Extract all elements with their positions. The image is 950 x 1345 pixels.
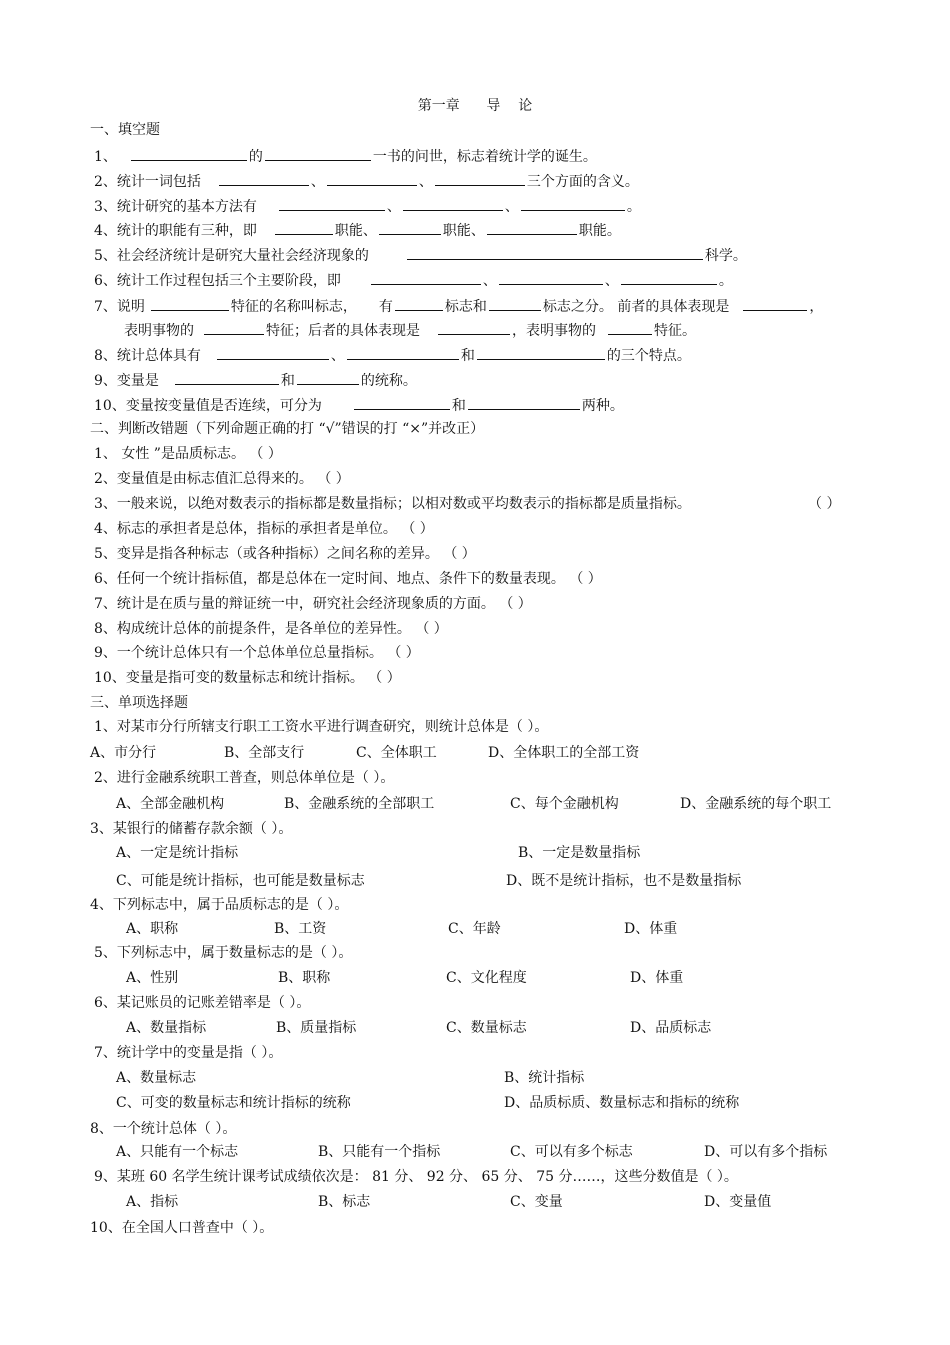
choice-option[interactable]: A、全部金融机构 bbox=[116, 796, 225, 812]
fill-question-2 bbox=[94, 171, 639, 191]
answer-blank[interactable] bbox=[219, 171, 309, 186]
question-text: 。 bbox=[718, 273, 733, 289]
question-text: 三个方面的含义。 bbox=[526, 174, 639, 190]
choice-option[interactable]: C、年龄 bbox=[448, 921, 501, 937]
question-text: 3、统计研究的基本方法有 bbox=[94, 199, 257, 215]
judge-item: 8、构成统计总体的前提条件，是各单位的差异性。 （ ） bbox=[94, 621, 448, 637]
choice-question: 1、对某市分行所辖支行职工工资水平进行调查研究，则统计总体是（ ）。 bbox=[94, 719, 549, 735]
chapter-title: 第一章 导 论 bbox=[417, 98, 533, 114]
question-text: 的统称。 bbox=[360, 373, 417, 389]
question-text: 和 bbox=[280, 373, 295, 389]
choice-question: 6、某记账员的记账差错率是（ ）。 bbox=[94, 995, 311, 1011]
choice-option[interactable]: D、品质标志 bbox=[630, 1020, 712, 1036]
question-text: 特征。 bbox=[654, 323, 696, 339]
choice-option[interactable]: A、职称 bbox=[126, 921, 179, 937]
answer-blank[interactable] bbox=[175, 370, 279, 385]
judge-item: 1、 女性 ”是品质标志。 （ ） bbox=[94, 446, 282, 462]
choice-option[interactable]: C、每个金融机构 bbox=[510, 796, 619, 812]
question-text: 9、变量是 bbox=[94, 373, 159, 389]
answer-blank[interactable] bbox=[347, 345, 459, 360]
question-text: 、 bbox=[310, 174, 325, 190]
judge-item: 3、一般来说，以绝对数表示的指标都是数量指标；以相对数或平均数表示的指标都是质量指标。 bbox=[94, 496, 691, 512]
answer-blank[interactable] bbox=[371, 270, 481, 285]
question-text: 、 bbox=[330, 348, 345, 364]
question-text: 表明事物的 bbox=[124, 323, 194, 339]
choice-question: 2、进行金融系统职工普查，则总体单位是（ ）。 bbox=[94, 770, 395, 786]
question-text: 和 bbox=[451, 398, 466, 414]
question-text: 职能、 bbox=[442, 223, 485, 239]
choice-option[interactable]: A、只能有一个标志 bbox=[116, 1144, 239, 1160]
question-text: ， bbox=[809, 299, 824, 315]
choice-option[interactable]: C、可能是统计指标，也可能是数量标志 bbox=[116, 873, 365, 889]
question-text: 科学。 bbox=[704, 248, 747, 264]
fill-question-7 bbox=[94, 296, 823, 316]
choice-option[interactable]: A、指标 bbox=[126, 1194, 179, 1210]
choice-question: 10、在全国人口普查中（ ）。 bbox=[90, 1220, 274, 1236]
answer-blank[interactable] bbox=[438, 320, 510, 335]
section-heading: 三、单项选择题 bbox=[90, 695, 188, 711]
fill-question-7-continued bbox=[124, 320, 696, 340]
judge-item: 6、任何一个统计指标值，都是总体在一定时间、地点、条件下的数量表现。 （ ） bbox=[94, 571, 602, 587]
question-text: 特征的名称叫标志， bbox=[230, 299, 357, 315]
choice-question: 7、统计学中的变量是指（ ）。 bbox=[94, 1045, 283, 1061]
choice-option[interactable]: B、标志 bbox=[318, 1194, 371, 1210]
choice-option[interactable]: A、性别 bbox=[126, 970, 179, 986]
answer-blank[interactable] bbox=[468, 395, 580, 410]
answer-blank[interactable] bbox=[265, 146, 371, 161]
question-text: 、 bbox=[504, 199, 519, 215]
choice-option[interactable]: A、一定是统计指标 bbox=[116, 845, 239, 861]
choice-question: 5、下列标志中，属于数量标志的是（ ）。 bbox=[94, 945, 353, 961]
choice-option[interactable]: C、变量 bbox=[510, 1194, 563, 1210]
fill-question-4 bbox=[94, 220, 621, 240]
choice-option[interactable]: C、可变的数量标志和统计指标的统称 bbox=[116, 1095, 351, 1111]
question-text: 4、统计的职能有三种，即 bbox=[94, 223, 257, 239]
answer-blank[interactable] bbox=[217, 345, 329, 360]
question-text: 有 bbox=[378, 299, 393, 315]
choice-option[interactable]: D、可以有多个指标 bbox=[704, 1144, 828, 1160]
question-text: ，表明事物的 bbox=[512, 323, 596, 339]
answer-blank[interactable] bbox=[487, 220, 577, 235]
choice-option[interactable]: C、可以有多个标志 bbox=[510, 1144, 633, 1160]
choice-option[interactable]: D、全体职工的全部工资 bbox=[488, 745, 640, 761]
answer-blank[interactable] bbox=[621, 270, 717, 285]
answer-blank[interactable] bbox=[477, 345, 605, 360]
choice-option[interactable]: D、体重 bbox=[624, 921, 678, 937]
choice-option[interactable]: B、质量指标 bbox=[276, 1020, 357, 1036]
section-heading: 一、填空题 bbox=[90, 122, 160, 138]
choice-option[interactable]: D、既不是统计指标，也不是数量指标 bbox=[506, 873, 742, 889]
answer-blank[interactable] bbox=[403, 196, 503, 211]
question-text: 2、统计一词包括 bbox=[94, 174, 201, 190]
choice-option[interactable]: B、金融系统的全部职工 bbox=[284, 796, 435, 812]
answer-blank[interactable] bbox=[297, 370, 359, 385]
question-text: 的 bbox=[248, 149, 263, 165]
answer-blank[interactable] bbox=[131, 146, 247, 161]
fill-question-8 bbox=[94, 345, 691, 365]
fill-question-10 bbox=[94, 395, 624, 415]
answer-blank[interactable] bbox=[279, 196, 385, 211]
question-text: 、 bbox=[418, 174, 433, 190]
answer-blank[interactable] bbox=[379, 220, 441, 235]
question-text: 的三个特点。 bbox=[606, 348, 691, 364]
choice-option[interactable]: D、品质标质、数量标志和指标的统称 bbox=[504, 1095, 740, 1111]
fill-question-5 bbox=[94, 245, 747, 265]
question-text: 特征；后者的具体表现是 bbox=[266, 323, 420, 339]
choice-option[interactable]: B、职称 bbox=[278, 970, 331, 986]
answer-paren[interactable]: （ ） bbox=[808, 496, 841, 512]
answer-blank[interactable] bbox=[489, 296, 541, 311]
answer-blank[interactable] bbox=[499, 270, 603, 285]
choice-option[interactable]: C、数量标志 bbox=[446, 1020, 527, 1036]
section-heading: 二、判断改错题（下列命题正确的打 “√”错误的打 “×”并改正） bbox=[90, 421, 485, 437]
choice-option[interactable]: A、数量标志 bbox=[116, 1070, 197, 1086]
question-text: 1、 bbox=[94, 149, 117, 165]
answer-blank[interactable] bbox=[327, 171, 417, 186]
choice-option[interactable]: C、全体职工 bbox=[356, 745, 437, 761]
choice-option[interactable]: B、工资 bbox=[274, 921, 327, 937]
choice-option[interactable]: D、金融系统的每个职工 bbox=[680, 796, 832, 812]
answer-blank[interactable] bbox=[743, 296, 807, 311]
question-text: 10、变量按变量值是否连续，可分为 bbox=[94, 398, 322, 414]
choice-option[interactable]: A、数量指标 bbox=[126, 1020, 207, 1036]
fill-question-1 bbox=[94, 146, 597, 166]
question-text: 和 bbox=[460, 348, 475, 364]
answer-blank[interactable] bbox=[395, 296, 443, 311]
choice-option[interactable]: D、体重 bbox=[630, 970, 684, 986]
answer-blank[interactable] bbox=[521, 196, 625, 211]
choice-question: 3、某银行的储蓄存款余额（ ）。 bbox=[90, 821, 293, 837]
choice-option[interactable]: C、文化程度 bbox=[446, 970, 527, 986]
answer-blank[interactable] bbox=[354, 395, 450, 410]
question-text: 6、统计工作过程包括三个主要阶段，即 bbox=[94, 273, 341, 289]
fill-question-6 bbox=[94, 270, 733, 290]
choice-option[interactable]: B、统计指标 bbox=[504, 1070, 585, 1086]
judge-item: 2、变量值是由标志值汇总得来的。 （ ） bbox=[94, 471, 350, 487]
choice-question: 8、一个统计总体（ ）。 bbox=[90, 1121, 237, 1137]
question-text: 、 bbox=[482, 273, 497, 289]
fill-question-9 bbox=[94, 370, 417, 390]
question-text: 标志之分。 前者的具体表现是 bbox=[542, 299, 730, 315]
question-text: 标志和 bbox=[444, 299, 487, 315]
answer-blank[interactable] bbox=[151, 296, 229, 311]
fill-question-3 bbox=[94, 196, 641, 216]
answer-blank[interactable] bbox=[275, 220, 333, 235]
question-text: 一书的问世，标志着统计学的诞生。 bbox=[372, 149, 597, 165]
question-text: 。 bbox=[626, 199, 641, 215]
choice-question: 4、下列标志中，属于品质标志的是（ ）。 bbox=[90, 897, 349, 913]
answer-blank[interactable] bbox=[608, 320, 652, 335]
question-text: 两种。 bbox=[581, 398, 624, 414]
choice-option[interactable]: A、市分行 bbox=[90, 745, 157, 761]
answer-blank[interactable] bbox=[204, 320, 264, 335]
choice-option[interactable]: B、一定是数量指标 bbox=[518, 845, 641, 861]
question-text: 8、统计总体具有 bbox=[94, 348, 201, 364]
answer-blank[interactable] bbox=[407, 245, 703, 260]
judge-item: 10、变量是指可变的数量标志和统计指标。 （ ） bbox=[94, 670, 401, 686]
question-text: 、 bbox=[604, 273, 619, 289]
choice-option[interactable]: B、只能有一个指标 bbox=[318, 1144, 441, 1160]
judge-item: 9、一个统计总体只有一个总体单位总量指标。 （ ） bbox=[94, 645, 420, 661]
question-text: 职能、 bbox=[334, 223, 377, 239]
choice-option[interactable]: B、全部支行 bbox=[224, 745, 305, 761]
judge-item: 5、变异是指各种标志（或各种指标）之间名称的差异。 （ ） bbox=[94, 546, 476, 562]
question-text: 职能。 bbox=[578, 223, 621, 239]
answer-blank[interactable] bbox=[435, 171, 525, 186]
judge-item: 7、统计是在质与量的辩证统一中，研究社会经济现象质的方面。 （ ） bbox=[94, 596, 532, 612]
question-text: 7、说明 bbox=[94, 299, 145, 315]
judge-item: 4、标志的承担者是总体，指标的承担者是单位。 （ ） bbox=[94, 521, 434, 537]
choice-option[interactable]: D、变量值 bbox=[704, 1194, 772, 1210]
question-text: 5、社会经济统计是研究大量社会经济现象的 bbox=[94, 248, 369, 264]
question-text: 、 bbox=[386, 199, 401, 215]
choice-question: 9、某班 60 名学生统计课考试成绩依次是： 81 分、 92 分、 65 分、 75 分……，这些分数值是（ ）。 bbox=[94, 1169, 738, 1185]
